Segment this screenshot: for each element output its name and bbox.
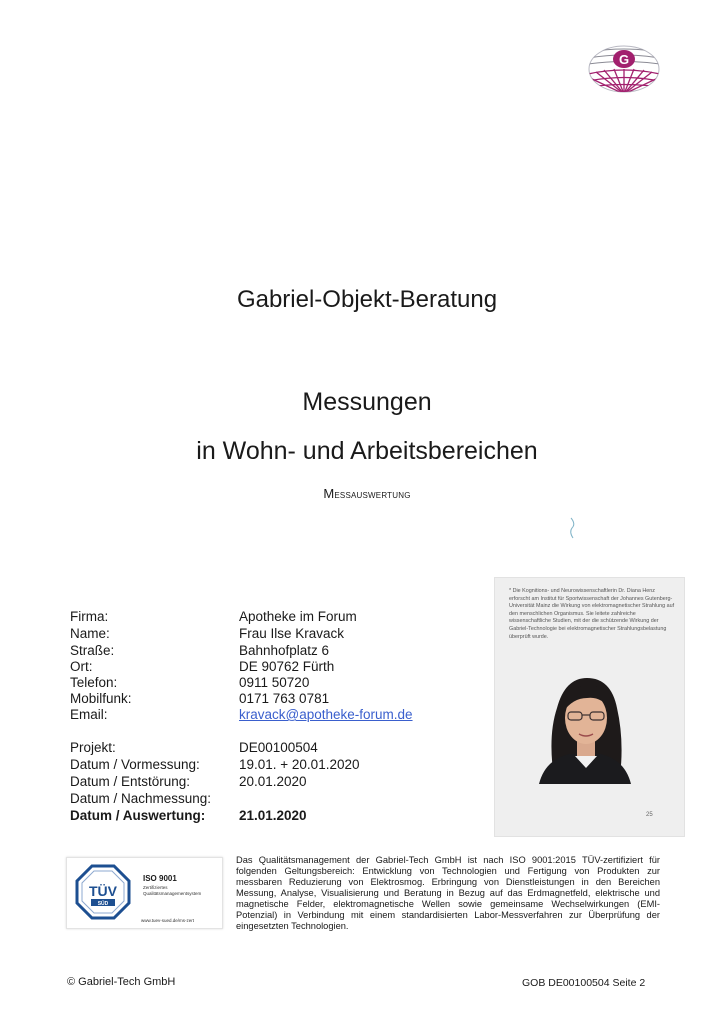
certificate-url: www.tuev-sued.de/ms-zert [141, 918, 195, 923]
client-row-strasse [70, 642, 470, 659]
field-value: 20.01.2020 [239, 774, 307, 789]
footer-page-info: GOB DE00100504 Seite 2 [522, 977, 646, 989]
field-label: Straße: [70, 643, 115, 658]
client-row-ort [70, 658, 470, 675]
field-label: Projekt: [70, 740, 116, 755]
project-row-entstoerung [70, 773, 470, 790]
project-row-auswertung [70, 807, 470, 824]
subtitle-rest: essauswertung [334, 489, 411, 501]
client-row-email [70, 706, 470, 723]
tuv-badge-text: TÜV [89, 883, 117, 899]
scientist-photo-card [494, 577, 685, 837]
field-value: DE 90762 Fürth [239, 659, 335, 674]
field-value: Frau Ilse Kravack [239, 626, 345, 641]
portrait-photo [535, 668, 635, 784]
field-value: 21.01.2020 [239, 808, 307, 823]
field-label: Mobilfunk: [70, 691, 132, 706]
iso-subtext: Zertifiziertes Qualitätsmanagementsystem [143, 885, 202, 896]
field-value: DE00100504 [239, 740, 318, 755]
field-label: Firma: [70, 609, 109, 624]
field-value: Apotheke im Forum [239, 609, 357, 624]
field-label: Datum / Entstörung: [70, 774, 191, 789]
document-subtitle [0, 486, 724, 501]
field-value: 19.01. + 20.01.2020 [239, 757, 360, 772]
tuv-badge-subtext: SÜD [97, 901, 109, 907]
field-label: Telefon: [70, 675, 118, 690]
logo-letter: G [618, 52, 630, 67]
company-title: Gabriel-Objekt-Beratung [236, 286, 498, 313]
field-value: 0911 50720 [239, 675, 310, 690]
client-row-telefon [70, 674, 470, 691]
client-row-name [70, 625, 470, 642]
field-value: Bahnhofplatz 6 [239, 643, 330, 658]
main-title-line1: Messungen [302, 388, 432, 416]
project-row-vormessung [70, 756, 470, 773]
field-label: Datum / Nachmessung: [70, 791, 212, 806]
client-row-firma [70, 608, 470, 625]
photo-caption: * Die Kognitions- und Neurowissenschaftlerin Dr. Diana Henz erforscht am Institut für Sportwissenschaft der Johannes Gutenberg-Universität Mainz die Wirkung von elektromagnetischer Strahlung auf den menschlichen Organismus. Sie leitete zahlreiche wissenschaftliche Studien, mit der die schützende Wirkung der Gabriel-Technologie bei elektromagnetischer Strahlungsbelastung überprüft wurde. [509, 588, 675, 640]
field-label: Datum / Vormessung: [70, 757, 200, 772]
field-label: Email: [70, 707, 108, 722]
tuv-certificate-badge [66, 857, 223, 929]
main-title-line2: in Wohn- und Arbeitsbereichen [196, 437, 538, 465]
footer-copyright: © Gabriel-Tech GmbH [67, 976, 176, 988]
gabriel-logo [588, 44, 660, 94]
decorative-mark-icon [568, 516, 578, 544]
project-row-nachmessung [70, 790, 470, 807]
field-label: Datum / Auswertung: [70, 808, 206, 823]
photo-page-number: 25 [646, 812, 653, 818]
email-link[interactable]: kravack@apotheke-forum.de [239, 707, 413, 722]
subtitle-initial: M [323, 486, 335, 501]
field-label: Ort: [70, 659, 93, 674]
certification-statement: Das Qualitätsmanagement der Gabriel-Tech GmbH ist nach ISO 9001:2015 TÜV-zertifiziert für folgenden Geltungsbereich: Entwicklung von Technologien und Fertigung von Produkten zur messbaren Reduzierung von Elektrosmog. Erbringung von Dienstleistungen in den Bereichen Messung, Analyse, Visualisierung und Beratung in Bezug auf das Erdmagnetfeld, elektrische und magnetische Felder, elektromagnetische Wellen sowie gemeinsame Wechselwirkungen (EMI-Potenzial) in Verbindung mit einem standardisierten Labor-Messverfahren zur Überprüfung der eingesetzten Technologien. [236, 855, 660, 931]
client-row-mobilfunk [70, 690, 470, 707]
iso-label: ISO 9001 [143, 874, 177, 883]
field-value: 0171 763 0781 [239, 691, 330, 706]
project-row-projekt [70, 739, 470, 756]
field-label: Name: [70, 626, 110, 641]
tuv-sued-octagon-icon [75, 864, 131, 920]
